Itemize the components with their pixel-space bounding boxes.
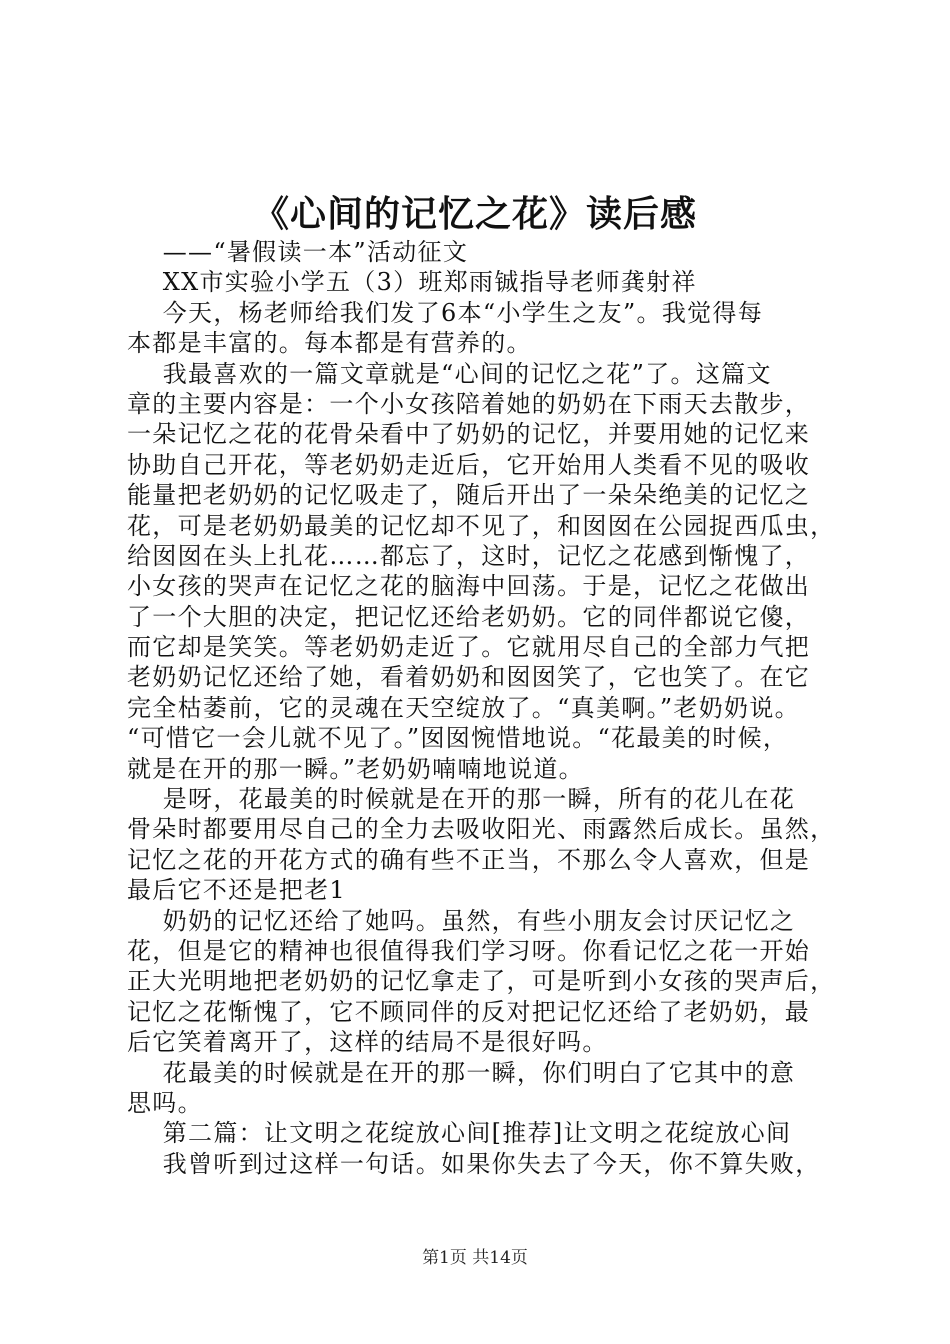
text-line: XX市实验小学五（3）班郑雨铖指导老师龚射祥	[127, 268, 697, 297]
text-line: “可惜它一会儿就不见了。”囡囡惋惜地说。“花最美的时候，	[127, 724, 789, 753]
text-line: 本都是丰富的。每本都是有营养的。	[127, 329, 532, 358]
text-line: 花，可是老奶奶最美的记忆却不见了，和囡囡在公园捉西瓜虫，	[127, 511, 836, 540]
text-line: 花，但是它的精神也很值得我们学习呀。你看记忆之花一开始	[127, 936, 811, 965]
text-line: 了一个大胆的决定，把记忆还给老奶奶。它的同伴都说它傻，	[127, 602, 811, 631]
text-line: 章的主要内容是：一个小女孩陪着她的奶奶在下雨天去散步，	[127, 389, 811, 418]
text-line: 老奶奶记忆还给了她，看着奶奶和囡囡笑了，它也笑了。在它	[127, 663, 811, 692]
text-line: 是呀，花最美的时候就是在开的那一瞬，所有的花儿在花	[127, 785, 796, 814]
text-line: 骨朵时都要用尽自己的全力去吸收阳光、雨露然后成长。虽然，	[127, 815, 836, 844]
text-line: 给囡囡在头上扎花……都忘了，这时，记忆之花感到惭愧了，	[127, 541, 811, 570]
text-line: 思吗。	[127, 1088, 203, 1117]
document-body	[127, 237, 837, 1179]
document-title: 《心间的记忆之花》读后感	[252, 193, 697, 235]
text-line: 完全枯萎前，它的灵魂在天空绽放了。“真美啊。”老奶奶说。	[127, 693, 800, 722]
text-line: 而它却是笑笑。等老奶奶走近了。它就用尽自己的全部力气把	[127, 633, 811, 662]
text-line: 奶奶的记忆还给了她吗。虽然，有些小朋友会讨厌记忆之	[127, 906, 796, 935]
text-line: 就是在开的那一瞬。”老奶奶喃喃地说道。	[127, 754, 584, 783]
text-line: 能量把老奶奶的记忆吸走了，随后开出了一朵朵绝美的记忆之	[127, 481, 811, 510]
text-line: 后它笑着离开了，这样的结局不是很好吗。	[127, 1028, 608, 1057]
text-line: 第二篇：让文明之花绽放心间[推荐]让文明之花绽放心间	[127, 1119, 792, 1148]
text-line: 小女孩的哭声在记忆之花的脑海中回荡。于是，记忆之花做出	[127, 572, 811, 601]
text-line: 协助自己开花，等老奶奶走近后，它开始用人类看不见的吸收	[127, 450, 811, 479]
text-line: 我曾听到过这样一句话。如果你失去了今天，你不算失败，	[127, 1149, 821, 1178]
text-line: ——“暑假读一本”活动征文	[127, 238, 469, 266]
page-footer: 第1页 共14页	[422, 1248, 528, 1268]
text-line: 正大光明地把老奶奶的记忆拿走了，可是听到小女孩的哭声后，	[127, 967, 836, 996]
text-line: 最后它不还是把老1	[127, 876, 346, 905]
text-line: 花最美的时候就是在开的那一瞬，你们明白了它其中的意	[127, 1058, 796, 1087]
text-line: 我最喜欢的一篇文章就是“心间的记忆之花”了。这篇文	[127, 359, 772, 388]
text-line: 记忆之花惭愧了，它不顾同伴的反对把记忆还给了老奶奶，最	[127, 997, 811, 1026]
text-line: 记忆之花的开花方式的确有些不正当，不那么令人喜欢，但是	[127, 845, 811, 874]
text-line: 今天，杨老师给我们发了6本“小学生之友”。我觉得每	[127, 298, 764, 327]
text-line: 一朵记忆之花的花骨朵看中了奶奶的记忆，并要用她的记忆来	[127, 420, 811, 449]
